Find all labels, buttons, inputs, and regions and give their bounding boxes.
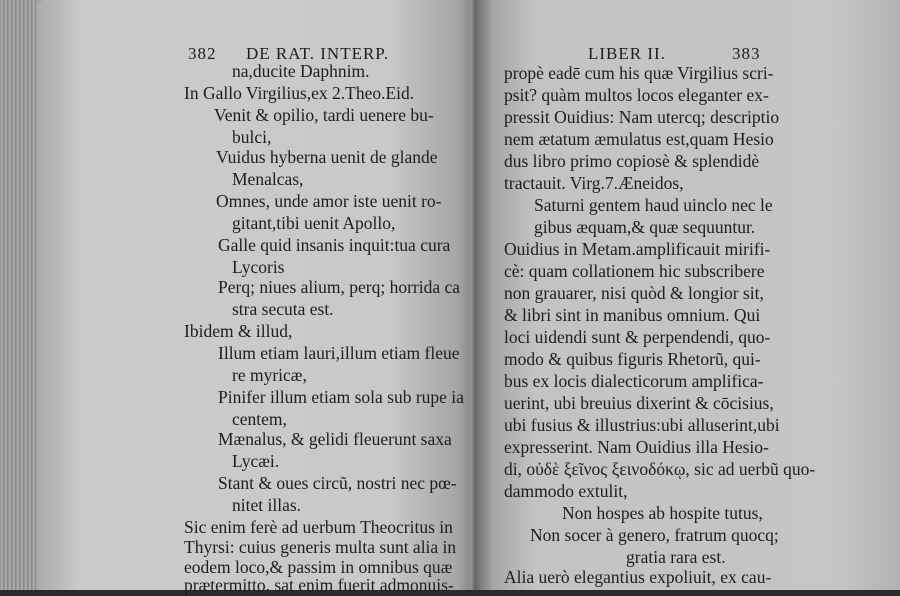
text-line: Non socer à genero, fratrum quocq; — [530, 525, 779, 545]
left-page-number: 382 — [188, 44, 217, 63]
text-line: dus libro primo copiosè & splendidè — [504, 151, 760, 171]
text-line: Galle quid insanis inquit:tua cura — [218, 235, 451, 255]
text-line: uerint, ubi breuius dixerint & cōcisius, — [504, 393, 774, 413]
text-line: pressit Ouidius: Nam utercq; descriptio — [504, 107, 780, 127]
text-line: Ibidem & illud, — [184, 321, 293, 341]
text-line: Alia uerò elegantius expoliuit, ex cau- — [504, 567, 772, 587]
text-line: stra secuta est. — [232, 299, 334, 319]
text-line: Mænalus, & gelidi fleuerunt saxa — [218, 429, 452, 449]
text-line: In Gallo Virgilius,ex 2.Theo.Eid. — [184, 83, 415, 103]
left-page — [36, 0, 476, 595]
text-line: psit? quàm multos locos eleganter ex- — [504, 85, 769, 105]
page-edges — [0, 0, 40, 590]
text-line: gibus æquam,& quæ sequuntur. — [534, 217, 756, 237]
right-running-head: LIBER II. — [588, 44, 666, 63]
left-running-head: DE RAT. INTERP. — [246, 44, 390, 63]
text-line: centem, — [232, 409, 287, 429]
text-line: & libri sint in manibus omnium. Qui — [504, 305, 761, 325]
text-line: di, οὐδὲ ξεῖνος ξεινοδόκῳ, sic ad uerbũ quo- — [504, 459, 816, 479]
text-line: bulci, — [232, 127, 272, 147]
right-page-text — [476, 0, 900, 590]
text-line: Thyrsi: cuius generis multa sunt alia in — [184, 537, 457, 557]
text-line: Vuidus hyberna uenit de glande — [216, 147, 438, 167]
text-line: Saturni gentem haud uinclo nec le — [534, 195, 773, 215]
left-page-text — [36, 0, 476, 595]
text-line: Perq; niues alium, perq; horrida ca — [218, 277, 461, 297]
text-line: re myricæ, — [232, 365, 307, 385]
text-line: nem ætatum æmulatus est,quam Hesio — [504, 129, 774, 149]
text-line: gratia rara est. — [626, 547, 726, 567]
text-line: nitet illas. — [232, 495, 302, 515]
text-line: propè eadē cum his quæ Virgilius scri- — [504, 63, 774, 83]
text-line: ubi fusius & illustrius:ubi alluserint,ubi — [504, 415, 780, 435]
right-page-number: 383 — [732, 44, 761, 63]
text-line: non grauarer, nisi quòd & longior sit, — [504, 283, 764, 303]
text-line: Sic enim ferè ad uerbum Theocritus in — [184, 517, 453, 537]
text-line: tractauit. Virg.7.Æneidos, — [504, 173, 684, 193]
text-line: loci uidendi sunt & perpendendi, quo- — [504, 327, 771, 347]
text-line: eodem loco,& passim in omnibus quæ — [184, 557, 453, 577]
text-line: Lycoris — [232, 257, 285, 277]
text-line: dammodo extulit, — [504, 481, 628, 501]
text-line: Menalcas, — [232, 169, 304, 189]
text-line: Omnes, unde amor iste uenit ro- — [216, 191, 442, 211]
text-line: bus ex locis dialecticorum amplifica- — [504, 371, 764, 391]
right-page — [476, 0, 900, 590]
text-line: Non hospes ab hospite tutus, — [562, 503, 763, 523]
text-line: prætermitto. sat enim fuerit admonuis- — [184, 575, 454, 595]
text-line: na,ducite Daphnim. — [232, 61, 370, 81]
text-line: gitant,tibi uenit Apollo, — [232, 213, 396, 233]
text-line: Lycæi. — [232, 451, 280, 471]
text-line: Stant & oues circũ, nostri nec pœ- — [218, 473, 457, 493]
text-line: Illum etiam lauri,illum etiam fleue — [218, 343, 460, 363]
text-line: Venit & opilio, tardi uenere bu- — [214, 105, 434, 125]
text-line: Ouidius in Metam.amplificauit mirifi- — [504, 239, 771, 259]
text-line: cè: quam collationem hic subscribere — [504, 261, 765, 281]
text-line: modo & quibus figuris Rhetorũ, qui- — [504, 349, 761, 369]
text-line: expresserint. Nam Ouidius illa Hesio- — [504, 437, 769, 457]
text-line: Pinifer illum etiam sola sub rupe ia — [218, 387, 464, 407]
